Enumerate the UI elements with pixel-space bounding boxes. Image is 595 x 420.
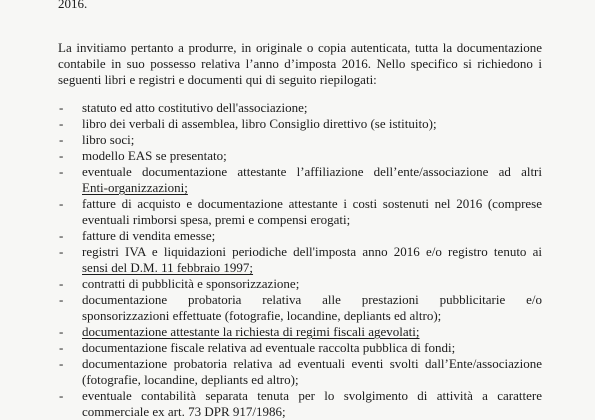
list-dash: - [59, 196, 64, 211]
list-item: registri IVA e liquidazioni periodiche dell'imposta anno 2016 e/o registro tenuto ai [82, 244, 542, 259]
list-dash: - [59, 116, 64, 131]
list-item: documentazione fiscale relativa ad eventuale raccolta pubblica di fondi; [82, 340, 456, 355]
list-item-continuation: eventuali rimborsi spesa, premi e compensi erogati; [82, 212, 351, 227]
list-item-continuation: sensi del D.M. 11 febbraio 1997; [82, 260, 254, 275]
list-item-continuation: sponsorizzazioni effettuate (fotografie, locandine, depliants ed altro); [82, 308, 442, 323]
intro-line-2: contabile in suo possesso relativa l’anno d’imposta 2016. Nello specifico si richiedono i [58, 56, 542, 71]
list-dash: - [59, 276, 64, 291]
list-dash: - [59, 132, 64, 147]
list-item-continuation: (fotografie, locandine, depliants ed altro); [82, 372, 299, 387]
intro-line-1: La invitiamo pertanto a produrre, in originale o copia autenticata, tutta la documentazione [58, 40, 542, 55]
list-item: documentazione attestante la richiesta di regimi fiscali agevolati; [82, 324, 420, 339]
list-dash: - [59, 324, 64, 339]
list-dash: - [59, 292, 64, 307]
list-dash: - [59, 228, 64, 243]
list-item: fatture di acquisto e documentazione attestante i costi sostenuti nel 2016 (comprese [82, 196, 542, 211]
list-item: eventuale documentazione attestante l’affiliazione dell’ente/associazione ad altri [82, 164, 542, 179]
list-item-continuation: Enti-organizzazioni; [82, 180, 188, 195]
list-dash: - [59, 356, 64, 371]
list-item: documentazione probatoria relativa alle prestazioni pubblicitarie e/o [82, 292, 542, 307]
top-fragment: 2016. [58, 0, 88, 11]
list-dash: - [59, 244, 64, 259]
list-item: documentazione probatoria relativa ad eventuali eventi svolti dall’Ente/associazione [82, 356, 542, 371]
list-item: contratti di pubblicità e sponsorizzazione; [82, 276, 300, 291]
list-dash: - [59, 100, 64, 115]
list-item: statuto ed atto costitutivo dell'associazione; [82, 100, 308, 115]
list-dash: - [59, 148, 64, 163]
intro-line-3: seguenti libri e registri e documenti qui di seguito riepilogati: [58, 72, 377, 87]
list-dash: - [59, 340, 64, 355]
list-item: libro soci; [82, 132, 135, 147]
list-dash: - [59, 388, 64, 403]
list-item: modello EAS se presentato; [82, 148, 227, 163]
list-dash: - [59, 164, 64, 179]
list-item: libro dei verbali di assemblea, libro Consiglio direttivo (se istituito); [82, 116, 437, 131]
list-item: fatture di vendita emesse; [82, 228, 216, 243]
list-item: eventuale contabilità separata tenuta per lo svolgimento di attività a carattere [82, 388, 542, 403]
list-item-continuation: commerciale ex art. 73 DPR 917/1986; [82, 404, 286, 419]
